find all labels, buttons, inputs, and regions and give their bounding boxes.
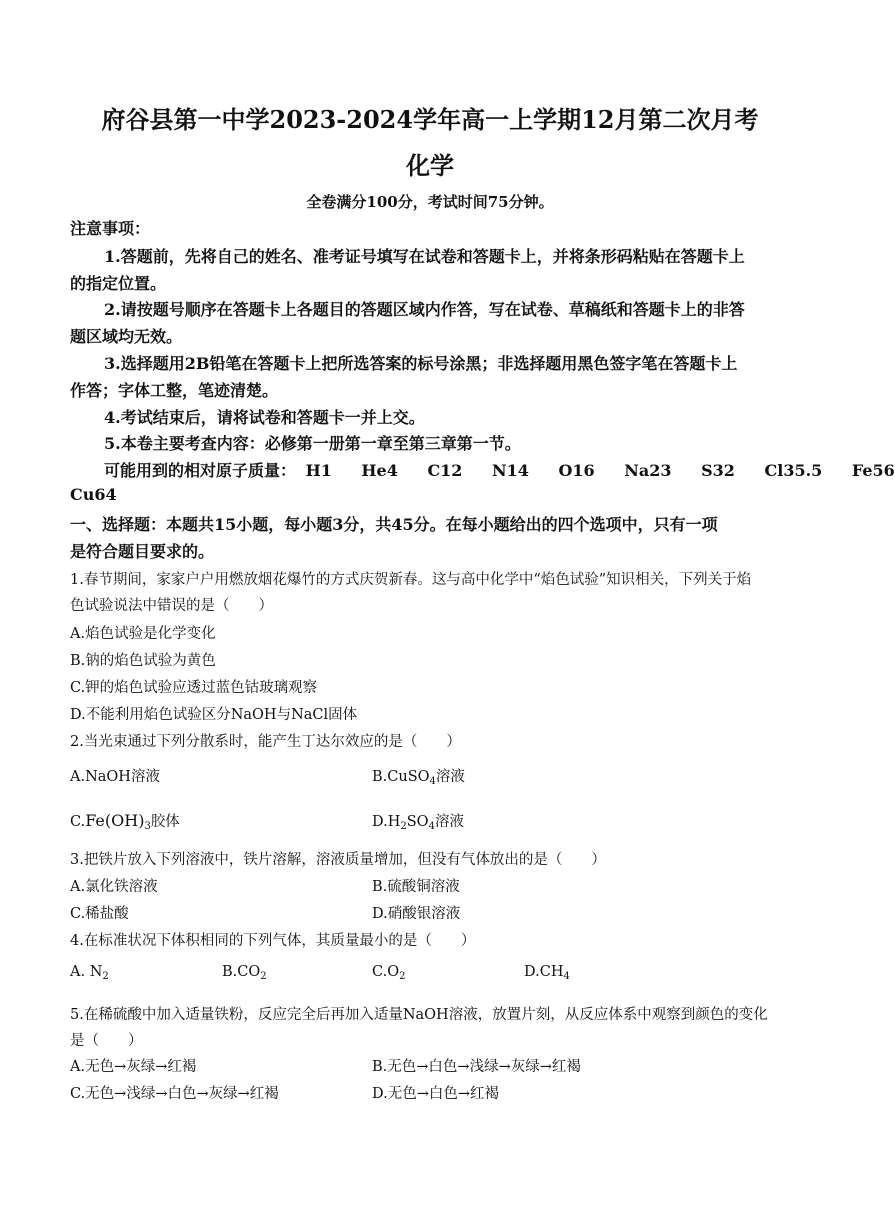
q4-option-c-subscript: 2 — [399, 971, 406, 982]
note-5: 5.本卷主要考查内容：必修第一册第一章至第三章第一节。 — [104, 434, 521, 453]
q2-option-d-letter: D. — [372, 814, 388, 830]
q2-option-c — [70, 810, 180, 832]
q5-option-a: A.无色→灰绿→红褐 — [70, 1059, 197, 1075]
atom-cu: Cu64 — [70, 485, 117, 504]
q2-option-a: A.NaOH溶液 — [70, 769, 160, 785]
note-3-line-a: 3.选择题用2B铅笔在答题卡上把所选答案的标号涂黑；非选择题用黑色签字笔在答题卡上 — [104, 354, 738, 373]
atomic-masses — [104, 458, 895, 481]
atom-na: Na23 — [624, 461, 672, 480]
q5-option-b: B.无色→白色→浅绿→灰绿→红褐 — [372, 1059, 581, 1075]
note-1-line-b: 的指定位置。 — [70, 274, 167, 293]
section-heading-line-b: 是符合题目要求的。 — [70, 542, 215, 561]
q3-option-b: B.硫酸铜溶液 — [372, 879, 460, 895]
q1-stem-line-a: 1.春节期间，家家户户用燃放烟花爆竹的方式庆贺新春。这与高中化学中“焰色试验”知识相关，下列关于焰 — [70, 572, 752, 588]
atom-h: H1 — [305, 461, 332, 480]
atom-he: He4 — [361, 461, 398, 480]
atom-cl: Cl35.5 — [764, 461, 823, 480]
q4-option-c-formula: O — [387, 964, 400, 980]
q4-option-a — [70, 964, 109, 982]
q4-option-c — [372, 964, 405, 982]
atom-fe: Fe56 — [851, 461, 895, 480]
q2-option-c-letter: C. — [70, 814, 86, 830]
q2-option-d-subscript-1: 2 — [400, 821, 407, 832]
atomic-masses-label: 可能用到的相对原子质量： — [104, 461, 297, 480]
q2-option-c-subscript: 3 — [144, 821, 151, 832]
q4-option-b — [222, 964, 267, 982]
q2-option-d-text: 溶液 — [434, 814, 464, 830]
atom-s: S32 — [701, 461, 735, 480]
q2-option-b-text: 溶液 — [435, 769, 465, 785]
q4-option-d-letter: D. — [524, 964, 540, 980]
q5-option-c: C.无色→浅绿→白色→灰绿→红褐 — [70, 1086, 279, 1102]
q2-option-b-formula: CuSO — [387, 769, 430, 785]
q3-option-d: D.硝酸银溶液 — [372, 906, 461, 922]
q4-option-a-letter: A. — [70, 964, 86, 980]
q4-option-a-formula: N — [89, 964, 103, 980]
q4-option-d — [524, 964, 570, 982]
q1-option-a: A.焰色试验是化学变化 — [70, 626, 216, 642]
q1-option-c: C.钾的焰色试验应透过蓝色钴玻璃观察 — [70, 680, 318, 696]
q1-stem-line-b: 色试验说法中错误的是（ ） — [70, 598, 273, 614]
q5-option-d: D.无色→白色→红褐 — [372, 1086, 500, 1102]
q3-option-a: A.氯化铁溶液 — [70, 879, 158, 895]
q2-option-d-formula-so: SO — [406, 814, 429, 830]
atom-n: N14 — [492, 461, 529, 480]
q4-option-b-subscript: 2 — [260, 971, 267, 982]
q4-stem: 4.在标准状况下体积相同的下列气体，其质量最小的是（ ） — [70, 933, 476, 949]
q2-option-d-formula-h: H — [387, 814, 401, 830]
exam-info: 全卷满分100分，考试时间75分钟。 — [306, 193, 554, 211]
q2-option-b-letter: B. — [372, 769, 388, 785]
q1-option-d: D.不能利用焰色试验区分NaOH与NaCl固体 — [70, 707, 358, 723]
q4-option-d-formula: CH — [539, 964, 564, 980]
section-heading-line-a: 一、选择题：本题共15小题，每小题3分，共45分。在每小题给出的四个选项中，只有一项 — [70, 515, 718, 534]
q2-option-d-subscript-2: 4 — [428, 821, 435, 832]
atom-o: O16 — [558, 461, 595, 480]
q2-stem: 2.当光束通过下列分散系时，能产生丁达尔效应的是（ ） — [70, 734, 461, 750]
q1-option-b: B.钠的焰色试验为黄色 — [70, 653, 216, 669]
notes-heading: 注意事项： — [70, 219, 151, 238]
q2-option-d — [372, 810, 464, 832]
note-1-line-a: 1.答题前，先将自己的姓名、准考证号填写在试卷和答题卡上，并将条形码粘贴在答题卡上 — [104, 247, 745, 266]
q2-option-c-text: 胶体 — [150, 814, 180, 830]
subject-title: 化学 — [406, 151, 454, 180]
q2-option-c-formula: Fe(OH) — [85, 811, 145, 830]
q5-stem-line-a: 5.在稀硫酸中加入适量铁粉，反应完全后再加入适量NaOH溶液，放置片刻，从反应体系中观察到颜色的变化 — [70, 1007, 768, 1023]
q4-option-b-formula: CO — [237, 964, 261, 980]
q4-option-b-letter: B. — [222, 964, 238, 980]
note-2-line-b: 题区域均无效。 — [70, 327, 183, 346]
q5-stem-line-b: 是（ ） — [70, 1033, 143, 1049]
q3-option-c: C.稀盐酸 — [70, 906, 129, 922]
q4-option-d-subscript: 4 — [563, 971, 570, 982]
q2-option-b — [372, 765, 465, 787]
q4-option-a-subscript: 2 — [102, 971, 109, 982]
atom-c: C12 — [427, 461, 463, 480]
note-2-line-a: 2.请按题号顺序在答题卡上各题目的答题区域内作答，写在试卷、草稿纸和答题卡上的非答 — [104, 300, 745, 319]
note-4: 4.考试结束后，请将试卷和答题卡一并上交。 — [104, 408, 425, 427]
note-3-line-b: 作答；字体工整，笔迹清楚。 — [70, 381, 279, 400]
q3-stem: 3.把铁片放入下列溶液中，铁片溶解，溶液质量增加，但没有气体放出的是（ ） — [70, 852, 606, 868]
q2-option-b-subscript: 4 — [429, 776, 436, 787]
exam-title: 府谷县第一中学2023-2024学年高一上学期12月第二次月考 — [101, 105, 759, 134]
q4-option-c-letter: C. — [372, 964, 388, 980]
